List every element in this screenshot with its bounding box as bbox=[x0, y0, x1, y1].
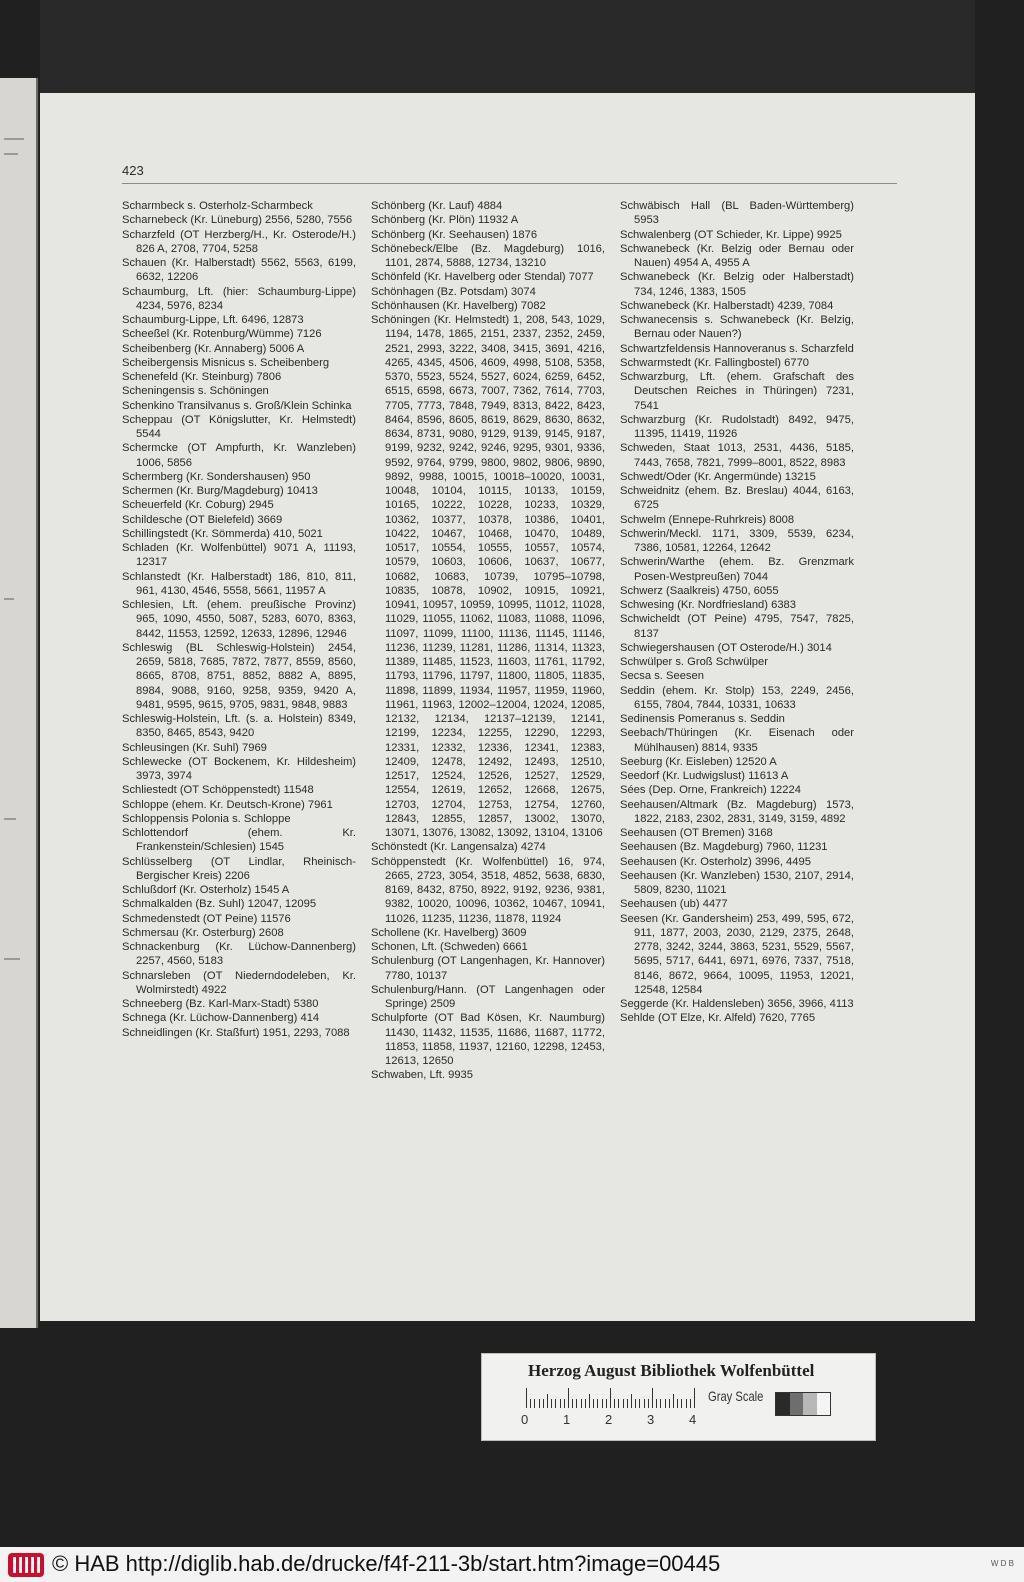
index-entry: Schwarzburg (Kr. Rudolstadt) 8492, 9475, 11395, 11419, 11926 bbox=[620, 413, 854, 440]
ruler-tick bbox=[623, 1399, 624, 1408]
index-entry: Schönhagen (Bz. Potsdam) 3074 bbox=[371, 285, 536, 298]
index-entry: Schwesing (Kr. Nordfriesland) 6383 bbox=[620, 599, 796, 611]
ruler-number: 1 bbox=[563, 1412, 571, 1427]
index-entry: Schnega (Kr. Lüchow-Dannenberg) 414 bbox=[122, 1012, 320, 1025]
index-entry: Schwanebeck (Kr. Halberstadt) 4239, 7084 bbox=[620, 299, 834, 312]
index-entry: Schlußdorf (Kr. Osterholz) 1545 A bbox=[122, 884, 290, 896]
index-entry: Seebach/Thüringen (Kr. Eisenach oder Mühlhausen) 8814, 9335 bbox=[620, 727, 854, 754]
index-entry: Scheeßel (Kr. Rotenburg/Wümme) 7126 bbox=[122, 328, 322, 341]
ruler-tick bbox=[644, 1399, 645, 1408]
index-entry: Schwiegershausen (OT Osterode/H.) 3014 bbox=[620, 641, 832, 654]
index-entry: Schlesien, Lft. (ehem. preußische Provinz) 965, 1090, 4550, 5087, 5283, 6070, 8363, 8442, 11553, 12592, 12633, 12896, 12946 bbox=[122, 599, 356, 640]
ruler-tick bbox=[551, 1399, 552, 1408]
ruler-tick bbox=[568, 1388, 569, 1408]
index-entry: Seeburg (Kr. Eisleben) 12520 A bbox=[620, 755, 777, 768]
index-entry: Scheuerfeld (Kr. Coburg) 2945 bbox=[122, 499, 274, 512]
ruler-tick bbox=[543, 1399, 544, 1408]
ruler-tick bbox=[686, 1399, 687, 1408]
index-entry: Schwanecensis s. Schwanebeck (Kr. Belzig, Bernau oder Nauen?) bbox=[620, 314, 854, 341]
ruler-tick bbox=[610, 1388, 611, 1408]
index-entry: Sehlde (OT Elze, Kr. Alfeld) 7620, 7765 bbox=[620, 1012, 816, 1025]
index-entry: Schmedenstedt (OT Peine) 11576 bbox=[122, 912, 291, 925]
index-entry: Schonen, Lft. (Schweden) 6661 bbox=[371, 941, 528, 953]
gray-scale-label: Gray Scale bbox=[708, 1388, 764, 1404]
index-entry: Sées (Dep. Orne, Frankreich) 12224 bbox=[620, 784, 801, 797]
index-entry: Schleswig-Holstein, Lft. (s. a. Holstein) 8349, 8350, 8465, 8543, 9420 bbox=[122, 713, 356, 740]
gray-swatch bbox=[817, 1393, 831, 1415]
index-entry: Schneeberg (Bz. Karl-Marx-Stadt) 5380 bbox=[122, 998, 319, 1010]
index-entry: Schweidnitz (ehem. Bz. Breslau) 4044, 6163, 6725 bbox=[620, 485, 854, 512]
index-entry: Schleusingen (Kr. Suhl) 7969 bbox=[122, 741, 267, 754]
ruler-tick bbox=[564, 1399, 565, 1408]
left-page-text-fragment bbox=[4, 598, 14, 600]
ruler-tick bbox=[602, 1399, 603, 1408]
index-entry: Schwedt/Oder (Kr. Angermünde) 13215 bbox=[620, 470, 816, 483]
ruler-tick bbox=[618, 1399, 619, 1408]
index-entry: Seedorf (Kr. Ludwigslust) 11613 A bbox=[620, 770, 789, 782]
left-page-text-fragment bbox=[4, 958, 20, 960]
index-entry: Schermcke (OT Ampfurth, Kr. Wanzleben) 1006, 5856 bbox=[122, 442, 356, 469]
ruler-tick bbox=[660, 1399, 661, 1408]
index-entry: Schermen (Kr. Burg/Magdeburg) 10413 bbox=[122, 485, 318, 497]
ruler-tick bbox=[639, 1399, 640, 1408]
index-entry: Schulpforte (OT Bad Kösen, Kr. Naumburg) 11430, 11432, 11535, 11686, 11687, 11772, 11853, 11858, 11937, 12160, 12298, 12453, 12613, 12650 bbox=[371, 1012, 605, 1067]
index-entry: Schillingstedt (Kr. Sömmerda) 410, 5021 bbox=[122, 527, 323, 540]
scale-ruler bbox=[526, 1388, 738, 1408]
ruler-tick bbox=[656, 1399, 657, 1408]
index-entry: Schmersau (Kr. Osterburg) 2608 bbox=[122, 926, 284, 939]
ruler-tick bbox=[585, 1399, 586, 1408]
ruler-tick bbox=[539, 1399, 540, 1408]
ruler-tick bbox=[694, 1388, 695, 1408]
book-page bbox=[40, 93, 975, 1321]
footer-bar bbox=[0, 1547, 1024, 1582]
ruler-number: 4 bbox=[689, 1412, 697, 1427]
index-entry: Seggerde (Kr. Haldensleben) 3656, 3966, 4113 bbox=[620, 998, 854, 1010]
ruler-tick bbox=[606, 1399, 607, 1408]
index-entry: Sedinensis Pomeranus s. Seddin bbox=[620, 713, 785, 725]
index-entry: Schaumburg, Lft. (hier: Schaumburg-Lippe) 4234, 5976, 8234 bbox=[122, 285, 356, 312]
index-entry: Schönhausen (Kr. Havelberg) 7082 bbox=[371, 299, 546, 312]
left-page-text-fragment bbox=[4, 818, 16, 820]
ruler-tick bbox=[581, 1399, 582, 1408]
index-entry: Scharmbeck s. Osterholz-Scharmbeck bbox=[122, 200, 313, 212]
index-entry: Seehausen (ub) 4477 bbox=[620, 898, 728, 911]
index-entry: Scheibenberg (Kr. Annaberg) 5006 A bbox=[122, 342, 305, 355]
index-entry: Seehausen/Altmark (Bz. Magdeburg) 1573, 1822, 2183, 2302, 2831, 3149, 3159, 4892 bbox=[620, 798, 854, 825]
index-entry: Schlüsselberg (OT Lindlar, Rheinisch-Bergischer Kreis) 2206 bbox=[122, 855, 356, 882]
left-page-text-fragment bbox=[4, 153, 18, 155]
index-entry: Scharzfeld (OT Herzberg/H., Kr. Osterode/H.) 826 A, 2708, 7704, 5258 bbox=[122, 228, 356, 255]
index-entry: Seehausen (Kr. Wanzleben) 1530, 2107, 2914, 5809, 8230, 11021 bbox=[620, 869, 854, 896]
index-entry: Schöningen (Kr. Helmstedt) 1, 208, 543, 1029, 1194, 1478, 1865, 2151, 2337, 2352, 2459, 2521, 2993, 3222, 3408, 3415, 3691, 4216, 4265, 4345, 4506, 4609, 4998, 5108, 5358, 5370, 5523, 5524, 5527, 6024, 6259, 6452, 6515, 6598, 6673, 7007, 7362, 7614, 7703, 7705, 7773, 7848, 7949, 8313, 8422, 8423, 8464, 8596, 8605, 8619, 8629, 8630, 8632, 8634, 8731, 9080, 9129, 9139, 9145, 9187, 9199, 9232, 9242, 9246, 9295, 9301, 9336, 9592, 9764, 9799, 9800, 9802, 9806, 9890, 9892, 9988, 10015, 10018–10020, 10031, 10048, 10104, 10115, 10133, 10159, 10165, 10222, 10228, 10233, 10329, 10362, 10377, 10378, 10386, 10401, 10422, 10467, 10468, 10470, 10489, 10517, 10554, 10555, 10557, 10574, 10579, 10603, 10606, 10637, 10677, 10682, 10683, 10739, 10795–10798, 10835, 10878, 10902, 10915, 10921, 10941, 10957, 10959, 10995, 11012, 11028, 11029, 11055, 11062, 11083, 11088, 11096, 11097, 11099, 11100, 11136, 11145, 11146, 11236, 11239, 11281, 11286, 11314, 11323, 11389, 11485, 11523, 11603, 11761, 11792, 11793, 11796, 11797, 11800, 11805, 11835, 11898, 11899, 11934, 11957, 11959, 11960, 11961, 11963, 12002–12004, 12024, 12085, 12132, 12134, 12137–12139, 12141, 12199, 12234, 12255, 12290, 12293, 12331, 12332, 12336, 12341, 12383, 12409, 12478, 12492, 12493, 12510, 12517, 12524, 12526, 12527, 12529, 12554, 12619, 12652, 12668, 12675, 12703, 12704, 12753, 12754, 12760, 12843, 12855, 12857, 13002, 13070, 13071, 13076, 13082, 13092, 13104, 13106 bbox=[371, 314, 605, 839]
index-entry: Schlanstedt (Kr. Halberstadt) 186, 810, 811, 961, 4130, 4546, 5558, 5661, 11957 A bbox=[122, 570, 356, 597]
index-entry: Seehausen (Kr. Osterholz) 3996, 4495 bbox=[620, 855, 811, 868]
index-entry: Schwülper s. Groß Schwülper bbox=[620, 656, 768, 668]
footer-url[interactable]: © HAB http://diglib.hab.de/drucke/f4f-211-3b/start.htm?image=00445 bbox=[52, 1551, 721, 1576]
gray-swatch bbox=[790, 1393, 804, 1415]
index-entry: Schnarsleben (OT Niederndodeleben, Kr. Wolmirstedt) 4922 bbox=[122, 969, 356, 996]
index-entry: Schwerin/Warthe (ehem. Bz. Grenzmark Posen-Westpreußen) 7044 bbox=[620, 556, 854, 583]
ruler-tick bbox=[572, 1399, 573, 1408]
index-entry: Schwarzburg, Lft. (ehem. Grafschaft des Deutschen Reiches in Thüringen) 7231, 7541 bbox=[620, 371, 854, 412]
ruler-tick bbox=[690, 1399, 691, 1408]
ruler-number: 3 bbox=[647, 1412, 655, 1427]
ruler-tick bbox=[526, 1388, 527, 1408]
index-entry: Scheppau (OT Königslutter, Kr. Helmstedt) 5544 bbox=[122, 413, 356, 440]
ruler-tick bbox=[589, 1394, 590, 1408]
index-entry: Schladen (Kr. Wolfenbüttel) 9071 A, 11193, 12317 bbox=[122, 542, 356, 569]
index-entry: Schulenburg (OT Langenhagen, Kr. Hannover) 7780, 10137 bbox=[371, 955, 605, 982]
gray-scale-swatches bbox=[775, 1392, 831, 1416]
index-entry: Schleswig (BL Schleswig-Holstein) 2454, 2659, 5818, 7685, 7872, 7877, 8559, 8560, 8665, 8708, 8751, 8852, 8882 A, 8895, 8984, 9088, 9160, 9258, 9359, 9420 A, 9481, 9595, 9615, 9705, 9831, 9848, 9883 bbox=[122, 641, 356, 711]
index-entry: Seehausen (OT Bremen) 3168 bbox=[620, 827, 773, 839]
index-entry: Schlewecke (OT Bockenem, Kr. Hildesheim) 3973, 3974 bbox=[122, 755, 356, 782]
ruler-tick bbox=[669, 1399, 670, 1408]
ruler-tick bbox=[652, 1388, 653, 1408]
index-entry: Schildesche (OT Bielefeld) 3669 bbox=[122, 513, 283, 526]
footer-mark: W D B bbox=[990, 1559, 1014, 1568]
ruler-number: 2 bbox=[605, 1412, 613, 1427]
gray-swatch bbox=[803, 1393, 817, 1415]
index-entry: Schenefeld (Kr. Steinburg) 7806 bbox=[122, 371, 282, 383]
index-entry: Schneidlingen (Kr. Staßfurt) 1951, 2293, 7088 bbox=[122, 1026, 350, 1039]
index-entry: Seehausen (Bz. Magdeburg) 7960, 11231 bbox=[620, 841, 828, 854]
index-entry: Schermberg (Kr. Sondershausen) 950 bbox=[122, 470, 311, 483]
ruler-tick bbox=[555, 1399, 556, 1408]
left-page-text-fragment bbox=[4, 138, 24, 140]
index-entry: Schenkino Transilvanus s. Groß/Klein Schinka bbox=[122, 399, 352, 412]
ruler-tick bbox=[681, 1399, 682, 1408]
index-entry: Schwarmstedt (Kr. Fallingbostel) 6770 bbox=[620, 356, 810, 369]
index-entry: Schönberg (Kr. Lauf) 4884 bbox=[371, 200, 503, 212]
index-entry: Schloppensis Polonia s. Schloppe bbox=[122, 812, 291, 825]
ruler-tick bbox=[614, 1399, 615, 1408]
index-entry: Schwäbisch Hall (BL Baden-Württemberg) 5953 bbox=[620, 200, 854, 227]
ruler-tick bbox=[530, 1399, 531, 1408]
index-column-2 bbox=[371, 199, 605, 1083]
scan-calibration-card bbox=[481, 1353, 876, 1441]
index-entry: Seesen (Kr. Gandersheim) 253, 499, 595, 672, 911, 1877, 2003, 2030, 2129, 2375, 2648, 2778, 3242, 3244, 3863, 5231, 5529, 5567, 5695, 5717, 6441, 6971, 6976, 7337, 7518, 8146, 8672, 9664, 10095, 11953, 12021, 12548, 12584 bbox=[620, 912, 854, 996]
left-page-edge bbox=[0, 78, 38, 1328]
index-entry: Scharnebeck (Kr. Lüneburg) 2556, 5280, 7556 bbox=[122, 214, 353, 227]
ruler-tick bbox=[560, 1399, 561, 1408]
ruler-tick bbox=[665, 1399, 666, 1408]
index-entry: Schönebeck/Elbe (Bz. Magdeburg) 1016, 1101, 2874, 5888, 12734, 13210 bbox=[371, 242, 605, 269]
index-entry: Schwaben, Lft. 9935 bbox=[371, 1069, 474, 1082]
ruler-tick bbox=[673, 1394, 674, 1408]
index-entry: Schönstedt (Kr. Langensalza) 4274 bbox=[371, 841, 546, 854]
ruler-tick bbox=[547, 1394, 548, 1408]
index-entry: Secsa s. Seesen bbox=[620, 670, 704, 683]
page-number: 423 bbox=[122, 163, 144, 178]
ruler-tick bbox=[576, 1399, 577, 1408]
ruler-tick bbox=[631, 1394, 632, 1408]
index-entry: Schauen (Kr. Halberstadt) 5562, 5563, 6199, 6632, 12206 bbox=[122, 257, 356, 284]
library-title: Herzog August Bibliothek Wolfenbüttel bbox=[528, 1361, 815, 1380]
ruler-number: 0 bbox=[521, 1412, 529, 1427]
index-entry: Schollene (Kr. Havelberg) 3609 bbox=[371, 926, 527, 939]
scanner-background bbox=[40, 0, 975, 93]
header-rule bbox=[122, 183, 897, 184]
index-entry: Schönberg (Kr. Plön) 11932 A bbox=[371, 214, 519, 227]
index-entry: Schnackenburg (Kr. Lüchow-Dannenberg) 2257, 4560, 5183 bbox=[122, 941, 356, 968]
ruler-tick bbox=[648, 1399, 649, 1408]
index-entry: Schwerin/Meckl. 1171, 3309, 5539, 6234, 7386, 10581, 12264, 12642 bbox=[620, 527, 854, 554]
ruler-tick bbox=[627, 1399, 628, 1408]
index-entry: Schliestedt (OT Schöppenstedt) 11548 bbox=[122, 784, 314, 797]
ruler-tick bbox=[534, 1399, 535, 1408]
index-column-3 bbox=[620, 199, 854, 1026]
hab-logo-icon bbox=[8, 1553, 44, 1577]
index-entry: Schloppe (ehem. Kr. Deutsch-Krone) 7961 bbox=[122, 798, 333, 811]
ruler-tick bbox=[635, 1399, 636, 1408]
index-entry: Schwartzfeldensis Hannoveranus s. Scharzfeld bbox=[620, 342, 854, 355]
ruler-tick bbox=[677, 1399, 678, 1408]
index-entry: Schweden, Staat 1013, 2531, 4436, 5185, 7443, 7658, 7821, 7999–8001, 8522, 8983 bbox=[620, 442, 854, 469]
index-entry: Schwelm (Ennepe-Ruhrkreis) 8008 bbox=[620, 513, 795, 526]
index-entry: Schwicheldt (OT Peine) 4795, 7547, 7825, 8137 bbox=[620, 613, 854, 640]
index-entry: Schwerz (Saalkreis) 4750, 6055 bbox=[620, 584, 779, 597]
index-entry: Schulenburg/Hann. (OT Langenhagen oder Springe) 2509 bbox=[371, 983, 605, 1010]
index-entry: Schaumburg-Lippe, Lft. 6496, 12873 bbox=[122, 314, 304, 326]
index-entry: Scheningensis s. Schöningen bbox=[122, 385, 269, 398]
index-entry: Schwanebeck (Kr. Belzig oder Bernau oder Nauen) 4954 A, 4955 A bbox=[620, 242, 854, 269]
gray-swatch bbox=[776, 1393, 790, 1415]
ruler-numbers bbox=[521, 1412, 761, 1428]
index-entry: Schwalenberg (OT Schieder, Kr. Lippe) 9925 bbox=[620, 228, 842, 241]
index-entry: Scheibergensis Misnicus s. Scheibenberg bbox=[122, 356, 330, 369]
index-entry: Seddin (ehem. Kr. Stolp) 153, 2249, 2456, 6155, 7804, 7844, 10331, 10633 bbox=[620, 684, 854, 711]
index-entry: Schmalkalden (Bz. Suhl) 12047, 12095 bbox=[122, 898, 317, 911]
index-entry: Schönberg (Kr. Seehausen) 1876 bbox=[371, 228, 538, 241]
index-column-1 bbox=[122, 199, 356, 1040]
index-entry: Schwanebeck (Kr. Belzig oder Halberstadt) 734, 1246, 1383, 1505 bbox=[620, 271, 854, 298]
ruler-tick bbox=[597, 1399, 598, 1408]
ruler-tick bbox=[593, 1399, 594, 1408]
index-entry: Schöppenstedt (Kr. Wolfenbüttel) 16, 974, 2665, 2723, 3054, 3518, 4852, 5638, 6830, 8169, 8432, 8750, 8922, 9192, 9236, 9381, 9382, 10020, 10096, 10362, 10467, 10941, 11026, 11235, 11236, 11878, 11924 bbox=[371, 855, 605, 925]
index-entry: Schlottendorf (ehem. Kr. Frankenstein/Schlesien) 1545 bbox=[122, 827, 356, 854]
index-entry: Schönfeld (Kr. Havelberg oder Stendal) 7077 bbox=[371, 271, 594, 284]
